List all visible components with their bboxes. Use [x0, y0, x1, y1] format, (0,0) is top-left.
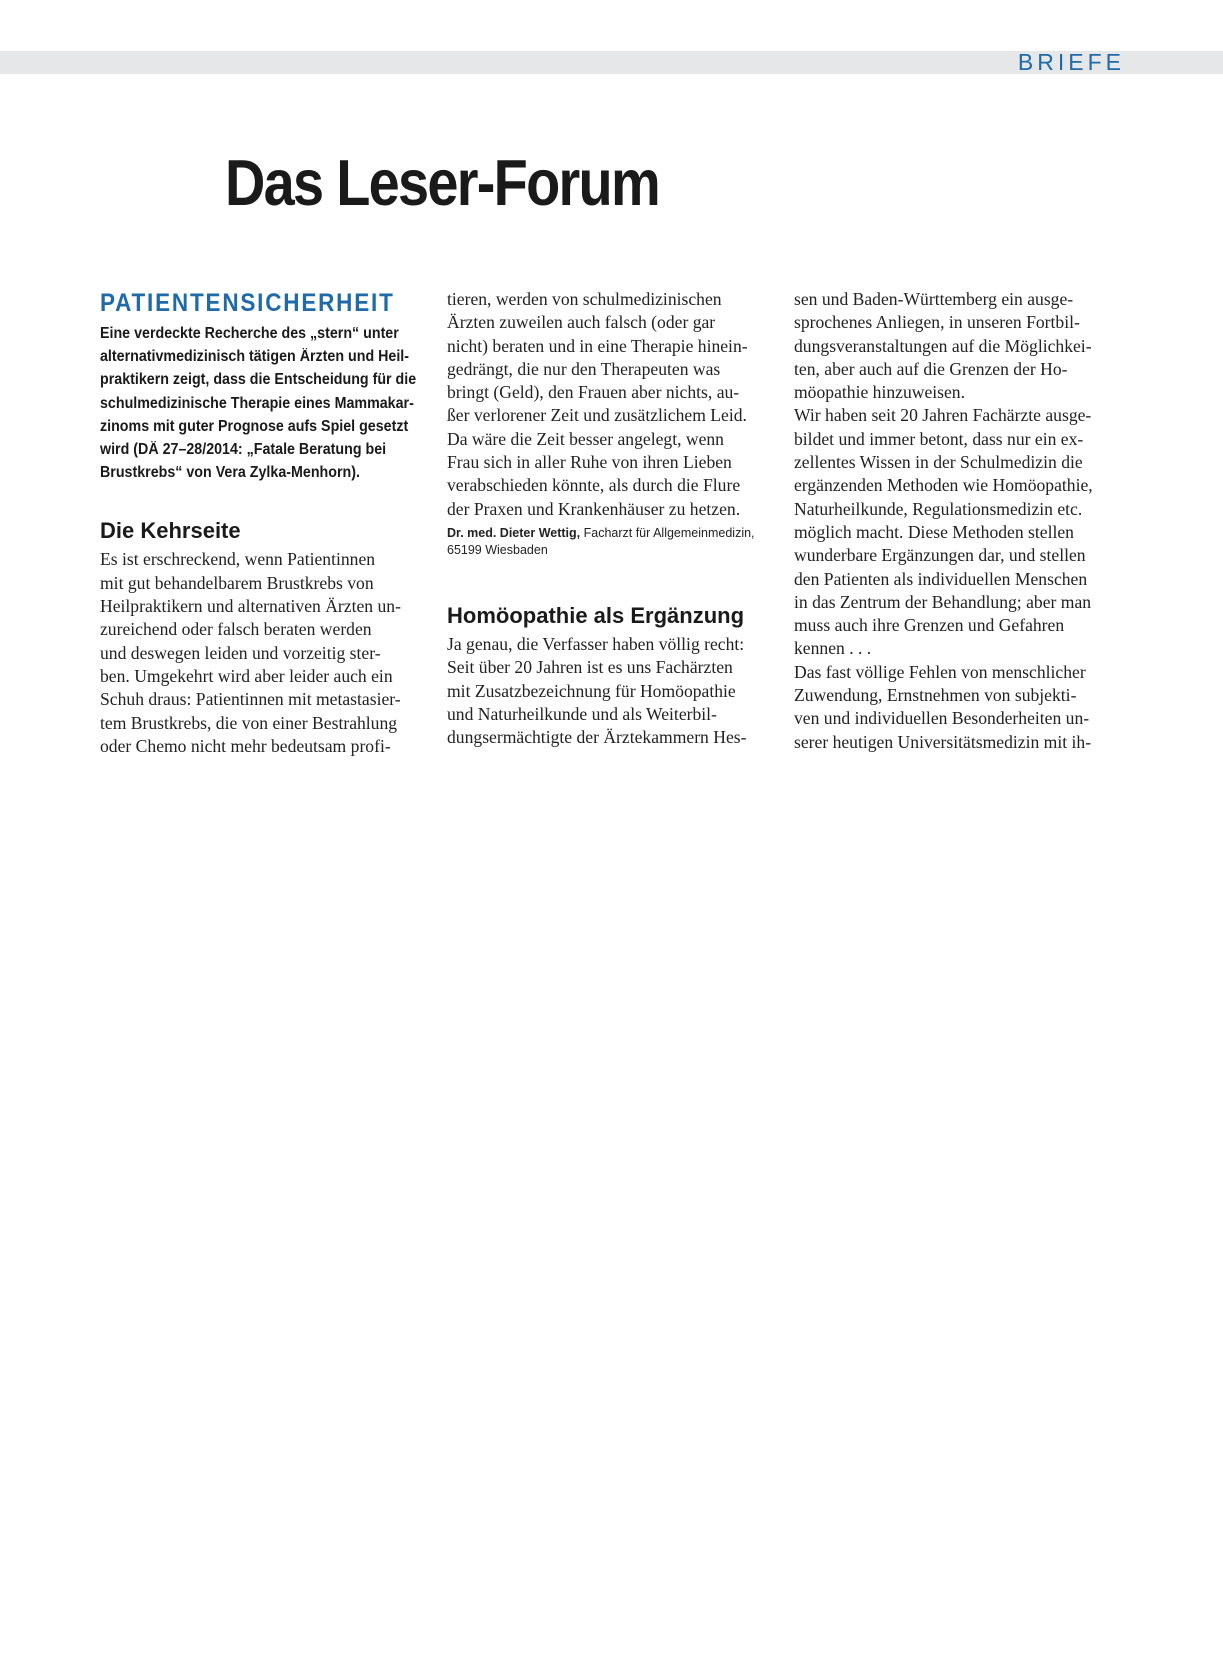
- body-line: sprochenes Anliegen, in unseren Fortbil-: [794, 312, 1080, 333]
- letter-body: [100, 548, 430, 758]
- intro-line: zinoms mit guter Prognose aufs Spiel gesetzt: [100, 417, 409, 435]
- letter-body: [447, 288, 777, 521]
- body-line: tem Brustkrebs, die von einer Bestrahlung: [100, 712, 398, 733]
- body-line: Schuh draus: Patientinnen mit metastasier-: [100, 689, 401, 710]
- body-line: der Praxen und Krankenhäuser zu hetzen.: [447, 498, 741, 519]
- body-line: Wir haben seit 20 Jahren Fachärzte ausge-: [794, 405, 1092, 426]
- body-line: in das Zentrum der Behandlung; aber man: [794, 591, 1092, 612]
- letter-signature: [447, 525, 777, 559]
- body-line: dungsveranstaltungen auf die Möglichkei-: [794, 335, 1092, 356]
- body-line: Das fast völlige Fehlen von menschlicher: [794, 661, 1086, 682]
- body-line: bringt (Geld), den Frauen aber nichts, au-: [447, 382, 740, 403]
- body-line: Ärzten zuweilen auch falsch (oder gar: [447, 312, 716, 333]
- intro-line: schulmedizinische Therapie eines Mammakar-: [100, 394, 414, 412]
- body-line: gedrängt, die nur den Therapeuten was: [447, 358, 721, 379]
- body-line: Ja genau, die Verfasser haben völlig recht:: [447, 633, 745, 654]
- intro-line: praktikern zeigt, dass die Entscheidung für die: [100, 371, 417, 389]
- body-line: Heilpraktikern und alternativen Ärzten un-: [100, 596, 401, 617]
- intro-line: alternativmedizinisch tätigen Ärzten und Heil-: [100, 348, 410, 366]
- column-1: [100, 288, 430, 758]
- body-line: dungsermächtigte der Ärztekammern Hes-: [447, 727, 747, 748]
- body-line: Zuwendung, Ernstnehmen von subjekti-: [794, 685, 1077, 706]
- body-line: Naturheilkunde, Regulationsmedizin etc.: [794, 498, 1083, 519]
- body-line: muss auch ihre Grenzen und Gefahren: [794, 615, 1065, 636]
- author-name: Dr. med. Dieter Wettig,: [447, 525, 581, 540]
- body-line: mit gut behandelbarem Brustkrebs von: [100, 572, 374, 593]
- letter-heading: Homöopathie als Ergänzung: [447, 602, 745, 628]
- body-line: bildet und immer betont, dass nur ein ex-: [794, 428, 1084, 449]
- column-2: [447, 288, 777, 749]
- body-line: serer heutigen Universitätsmedizin mit ih-: [794, 731, 1092, 752]
- column-3: [794, 288, 1124, 754]
- body-line: und deswegen leiden und vorzeitig ster-: [100, 642, 381, 663]
- letter-heading: Die Kehrseite: [100, 518, 241, 544]
- body-line: den Patienten als individuellen Menschen: [794, 568, 1088, 589]
- body-line: ben. Umgekehrt wird aber leider auch ein: [100, 665, 393, 686]
- body-line: ven und individuellen Besonderheiten un-: [794, 708, 1090, 729]
- author-location: 65199 Wiesbaden: [447, 542, 548, 557]
- body-line: oder Chemo nicht mehr bedeutsam profi-: [100, 735, 391, 756]
- intro-line: Brustkrebs“ von Vera Zylka-Menhorn).: [100, 464, 360, 482]
- body-line: ten, aber auch auf die Grenzen der Ho-: [794, 358, 1068, 379]
- body-line: kennen . . .: [794, 638, 872, 659]
- body-line: verabschieden könnte, als durch die Flure: [447, 475, 741, 496]
- body-line: nicht) beraten und in eine Therapie hinein-: [447, 335, 748, 356]
- body-line: tieren, werden von schulmedizinischen: [447, 289, 722, 309]
- intro-line: Eine verdeckte Recherche des „stern“ unter: [100, 325, 399, 342]
- letter-body: [447, 633, 777, 749]
- body-line: Seit über 20 Jahren ist es uns Fachärzten: [447, 657, 733, 678]
- body-line: sen und Baden-Württemberg ein ausge-: [794, 289, 1074, 309]
- intro-line: wird (DÄ 27–28/2014: „Fatale Beratung bei: [100, 441, 387, 459]
- body-line: Da wäre die Zeit besser angelegt, wenn: [447, 428, 724, 449]
- body-line: mit Zusatzbezeichnung für Homöopathie: [447, 680, 736, 701]
- topic-intro: [100, 322, 430, 484]
- body-line: möopathie hinzuweisen.: [794, 382, 966, 403]
- body-line: Frau sich in aller Ruhe von ihren Lieben: [447, 452, 732, 473]
- body-line: ergänzenden Methoden wie Homöopathie,: [794, 475, 1093, 496]
- body-line: zellentes Wissen in der Schulmedizin die: [794, 452, 1083, 473]
- body-line: Es ist erschreckend, wenn Patientinnen: [100, 549, 376, 570]
- body-line: wunderbare Ergänzungen dar, und stellen: [794, 545, 1086, 566]
- body-line: zureichend oder falsch beraten werden: [100, 619, 372, 640]
- section-label: BRIEFE: [1017, 49, 1125, 75]
- letter-body: [794, 288, 1124, 754]
- body-line: ßer verlorener Zeit und zusätzlichem Leid.: [447, 405, 747, 426]
- page-title: Das Leser-Forum: [225, 146, 659, 219]
- body-line: und Naturheilkunde und als Weiterbil-: [447, 703, 717, 724]
- body-line: möglich macht. Diese Methoden stellen: [794, 521, 1074, 542]
- topic-label: PATIENTENSICHERHEIT: [100, 289, 395, 317]
- author-title: Facharzt für Allgemeinmedizin,: [580, 525, 755, 540]
